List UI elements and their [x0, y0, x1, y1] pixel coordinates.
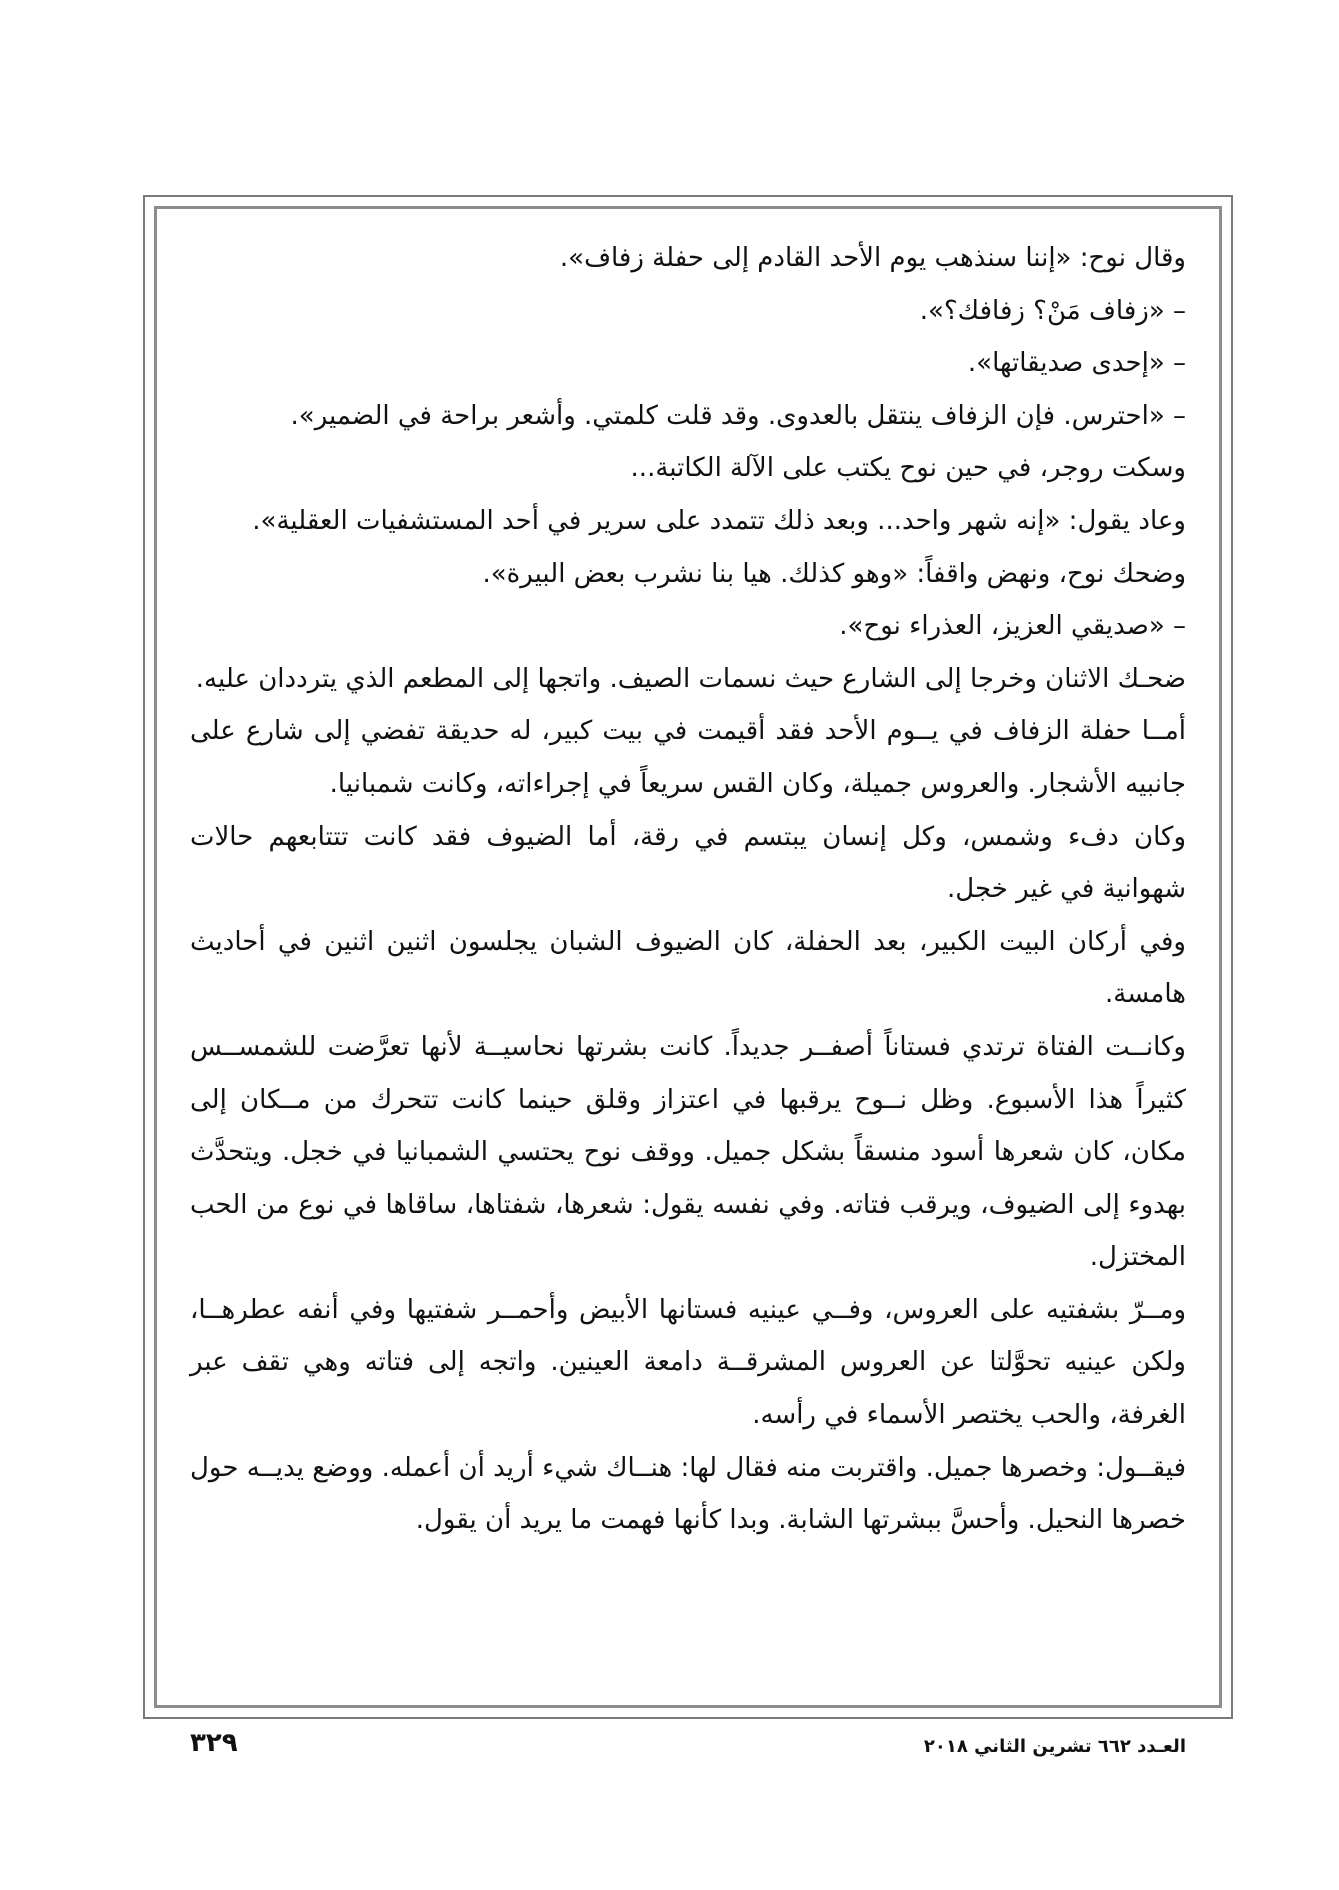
- paragraph: ومــرّ بشفتيه على العروس، وفــي عينيه فستانها الأبيض وأحمــر شفتيها وفي أنفه عطرهــا، ولكن عينيه تحوَّلتا عن العروس المشرقــة دامعة العينين. واتجه إلى فتاته وهي تقف عبر الغرفة، والحب يختصر الأسماء في رأسه.: [190, 1294, 1186, 1431]
- paragraph: – «إحدى صديقاتها».: [967, 348, 1186, 379]
- paragraph: وعاد يقول: «إنه شهر واحد... وبعد ذلك تتمدد على سرير في أحد المستشفيات العقلية».: [252, 505, 1186, 536]
- paragraph: – «زفاف مَنْ؟ زفافك؟».: [919, 295, 1186, 326]
- paragraph: – «صديقي العزيز، العذراء نوح».: [839, 611, 1186, 642]
- page-number: ٣٢٩: [190, 1728, 238, 1758]
- article-body: [190, 232, 1186, 1547]
- paragraph: ضحـك الاثنان وخرجا إلى الشارع حيث نسمات الصيف. واتجها إلى المطعم الذي يترددان عليه.: [195, 663, 1186, 694]
- paragraph: أمــا حفلة الزفاف في يــوم الأحد فقد أقيمت في بيت كبير، له حديقة تفضي إلى شارع على جانبيه الأشجار. والعروس جميلة، وكان القس سريعاً في إجراءاته، وكانت شمبانيا.: [190, 716, 1186, 799]
- paragraph: وقال نوح: «إننا سنذهب يوم الأحد القادم إلى حفلة زفاف».: [559, 243, 1186, 273]
- paragraph: – «احترس. فإن الزفاف ينتقل بالعدوى. وقد قلت كلمتي. وأشعر براحة في الضمير».: [290, 400, 1186, 431]
- paragraph: وكان دفء وشمس، وكل إنسان يبتسم في رقة، أما الضيوف فقد كانت تتتابعهم حالات شهوانية في غير خجل.: [190, 821, 1186, 905]
- paragraph: وكانــت الفتاة ترتدي فستاناً أصفــر جديداً. كانت بشرتها نحاسيــة لأنها تعرَّضت للشمســس كثيراً هذا الأسبوع. وظل نــوح يرقبها في اعتزاز وقلق حينما كانت تتحرك من مــكان إلى مكان، كان شعرها أسود منسقاً بشكل جميل. ووقف نوح يحتسي الشمبانيا في خجل. ويتحدَّث بهدوء إلى الضيوف، ويرقب فتاته. وفي نفسه يقول: شعرها، شفتاها، ساقاها في نوع من الحب المختزل.: [190, 1031, 1186, 1273]
- issue-info: العـدد ٦٦٢ تشرين الثاني ٢٠١٨: [923, 1736, 1186, 1757]
- paragraph: وسكت روجر، في حين نوح يكتب على الآلة الكاتبة...: [630, 453, 1186, 484]
- paragraph: وفي أركان البيت الكبير، بعد الحفلة، كان الضيوف الشبان يجلسون اثنين اثنين في أحاديث هامسة.: [190, 926, 1186, 1010]
- paragraph: فيقــول: وخصرها جميل. واقتربت منه فقال لها: هنــاك شيء أريد أن أعمله. ووضع يديــه حول خصرها النحيل. وأحسَّ ببشرتها الشابة. وبدا كأنها فهمت ما يريد أن يقول.: [190, 1452, 1186, 1536]
- page-footer: [190, 1728, 1186, 1768]
- paragraph: وضحك نوح، ونهض واقفاً: «وهو كذلك. هيا بنا نشرب بعض البيرة».: [482, 558, 1186, 589]
